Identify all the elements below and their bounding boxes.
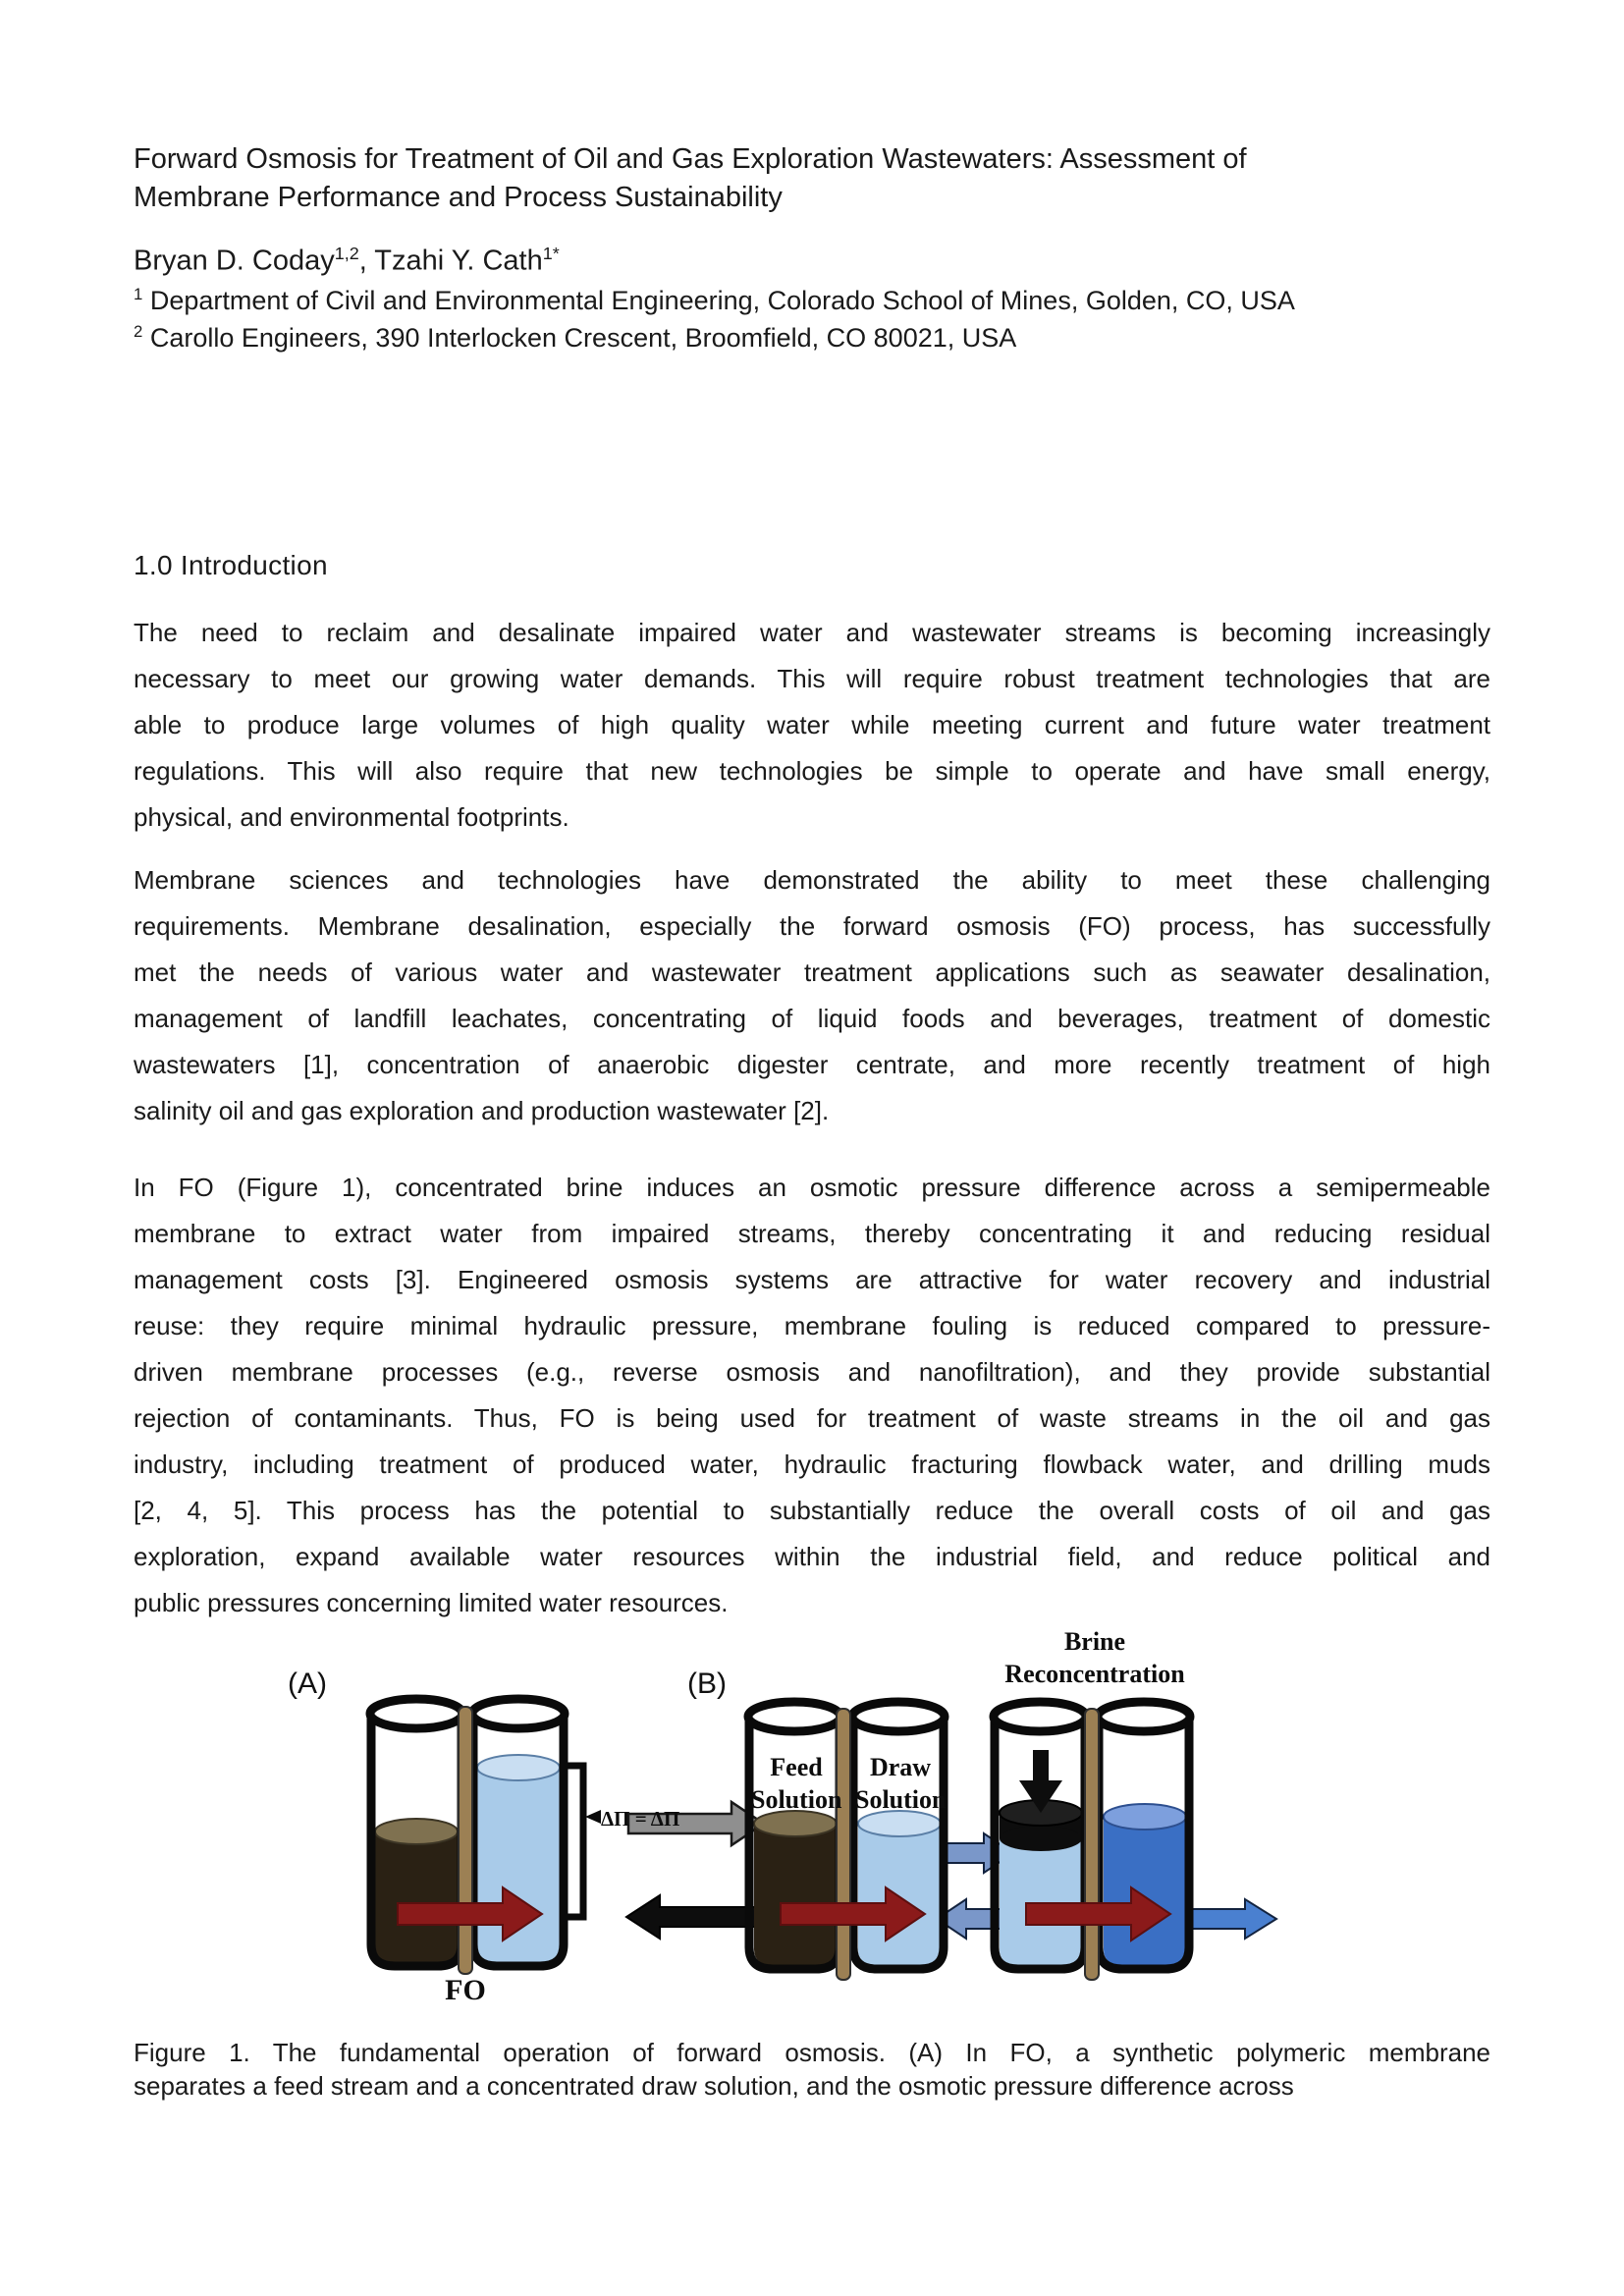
text-line: met the needs of various water and wastewater treatment applications such as seawater desalination, — [134, 957, 1490, 987]
text-line: physical, and environmental footprints. — [134, 802, 569, 832]
text-line: management of landfill leachates, concentrating of liquid foods and beverages, treatment of domestic — [134, 1004, 1490, 1033]
panel-b-draw-liquid — [858, 1824, 941, 1966]
title-line-1: Forward Osmosis for Treatment of Oil and Gas Exploration Wastewaters: Assessment of — [134, 143, 1247, 175]
caption-line-1: Figure 1. The fundamental operation of forward osmosis. (A) In FO, a synthetic polymeric membrane — [134, 2038, 1490, 2067]
brine-right-cylinder-rim — [1098, 1702, 1190, 1731]
text-line: industry, including treatment of produced water, hydraulic fracturing flowback water, and drilling muds — [134, 1449, 1490, 1479]
panel-b-membrane-1 — [837, 1709, 850, 1980]
author-1: Bryan D. Coday — [134, 245, 335, 277]
panel-a-feed-liquid-surface — [375, 1819, 458, 1844]
brine-right-liquid — [1104, 1817, 1186, 1966]
brine-piston-bottom — [1000, 1826, 1082, 1851]
osmotic-pressure-pointer — [585, 1810, 601, 1824]
affiliation-1-superscript: 1 — [134, 285, 143, 303]
text-line: regulations. This will also require that new technologies be simple to operate and have small energy, — [134, 756, 1490, 786]
text-line: Membrane sciences and technologies have demonstrated the ability to meet these challenging — [134, 865, 1490, 895]
title-line-2: Membrane Performance and Process Sustainability — [134, 182, 783, 213]
affiliation-2 — [134, 316, 1490, 354]
draw-solution-label-line2: Solution — [855, 1785, 947, 1814]
panel-a-label: (A) — [288, 1667, 327, 1700]
panel-a-draw-cylinder-rim — [472, 1699, 565, 1728]
affiliation-2-superscript: 2 — [134, 322, 143, 341]
affiliation-2-text: Carollo Engineers, 390 Interlocken Crescent, Broomfield, CO 80021, USA — [142, 323, 1017, 353]
figure-1-graphic — [0, 1620, 1624, 2033]
author-2: , Tzahi Y. Cath — [358, 245, 543, 277]
fo-process-label: FO — [445, 1974, 486, 2006]
draw-solution-label — [855, 1751, 946, 1816]
brine-label-line2: Reconcentration — [1004, 1660, 1185, 1688]
paper-title — [134, 140, 1490, 217]
author-1-superscript: 1,2 — [334, 244, 359, 263]
text-line: reuse: they require minimal hydraulic pressure, membrane fouling is reduced compared to pressure- — [134, 1311, 1490, 1340]
affiliation-1-text: Department of Civil and Environmental Engineering, Colorado School of Mines, Golden, CO, USA — [142, 286, 1295, 315]
text-line: salinity oil and gas exploration and production wastewater [2]. — [134, 1096, 830, 1125]
osmotic-pressure-label: ΔΠ = ΔΠ — [601, 1807, 680, 1831]
text-line: driven membrane processes (e.g., reverse osmosis and nanofiltration), and they provide substantial — [134, 1357, 1490, 1387]
panel-b-draw-cylinder-rim — [852, 1702, 945, 1731]
figure-1 — [0, 1620, 1624, 2033]
text-line: The need to reclaim and desalinate impaired water and wastewater streams is becoming increasingly — [134, 618, 1490, 647]
text-line: public pressures concerning limited water resources. — [134, 1588, 729, 1617]
text-line: management costs [3]. Engineered osmosis systems are attractive for water recovery and industrial — [134, 1265, 1490, 1294]
text-line: In FO (Figure 1), concentrated brine induces an osmotic pressure difference across a semipermeable — [134, 1173, 1490, 1202]
panel-a-draw-liquid — [477, 1768, 560, 1963]
brine-label-line1: Brine — [1063, 1627, 1126, 1656]
osmotic-pressure-bracket — [568, 1766, 583, 1917]
panel-a-feed-liquid — [375, 1831, 458, 1963]
draw-solution-label-line1: Draw — [869, 1753, 932, 1781]
author-2-superscript: 1* — [542, 244, 560, 263]
text-line: wastewaters [1], concentration of anaerobic digester centrate, and more recently treatment of high — [134, 1050, 1490, 1079]
feed-solution-label — [751, 1751, 841, 1816]
text-line: requirements. Membrane desalination, especially the forward osmosis (FO) process, has successfully — [134, 911, 1490, 941]
paragraph-1 — [134, 610, 1490, 841]
brine-reconcentration-label — [997, 1625, 1193, 1690]
brine-right-liquid-surface — [1104, 1804, 1186, 1830]
paragraph-2 — [134, 857, 1490, 1134]
panel-a-draw-liquid-surface — [477, 1755, 560, 1780]
figure-caption — [134, 2036, 1490, 2103]
panel-b-membrane-2 — [1085, 1709, 1099, 1980]
caption-line-2: separates a feed stream and a concentrated draw solution, and the osmotic pressure difference across — [134, 2071, 1294, 2101]
text-line: membrane to extract water from impaired streams, thereby concentrating it and reducing residual — [134, 1219, 1490, 1248]
text-line: able to produce large volumes of high quality water while meeting current and future water treatment — [134, 710, 1490, 739]
text-line: [2, 4, 5]. This process has the potential to substantially reduce the overall costs of oil and gas — [134, 1496, 1490, 1525]
panel-b-feed-cylinder-rim — [748, 1702, 840, 1731]
panel-b-label: (B) — [687, 1667, 727, 1700]
panel-a-membrane — [459, 1707, 472, 1974]
authors-line — [134, 244, 1490, 278]
feed-solution-label-line2: Solution — [751, 1785, 842, 1814]
product-water-arrow — [1183, 1899, 1276, 1939]
section-heading-introduction: 1.0 Introduction — [134, 550, 328, 580]
panel-b-feed-liquid — [754, 1824, 837, 1966]
affiliations — [134, 279, 1490, 354]
paragraph-3 — [134, 1165, 1490, 1626]
text-line: exploration, expand available water resources within the industrial field, and reduce political and — [134, 1542, 1490, 1571]
brine-left-cylinder-rim — [994, 1702, 1086, 1731]
text-line: rejection of contaminants. Thus, FO is being used for treatment of waste streams in the oil and gas — [134, 1403, 1490, 1433]
text-line: necessary to meet our growing water demands. This will require robust treatment technologies that are — [134, 664, 1490, 693]
affiliation-1 — [134, 279, 1490, 316]
feed-solution-label-line1: Feed — [770, 1753, 823, 1781]
panel-a-feed-cylinder-rim — [370, 1699, 462, 1728]
